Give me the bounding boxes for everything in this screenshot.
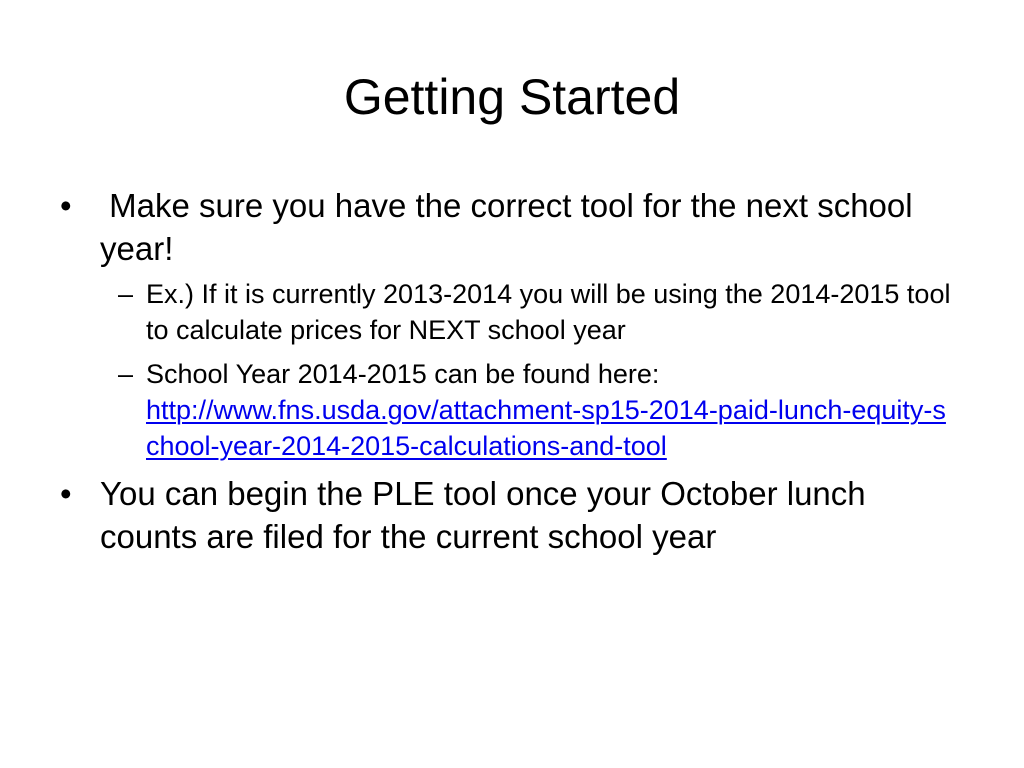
sub-bullet-text: School Year 2014-2015 can be found here: [146,359,667,389]
bullet-text: You can begin the PLE tool once your October lunch counts are filed for the current school year [100,475,866,555]
sub-bullet-item [56,356,956,464]
sub-bullet-text: Ex.) If it is currently 2013-2014 you will be using the 2014-2015 tool to calculate prices for NEXT school year [146,279,951,345]
bullet-dash: – [118,359,134,389]
slide-title: Getting Started [343,69,681,125]
usda-tool-link[interactable]: http://www.fns.usda.gov/attachment-sp15-2014-paid-lunch-equity-school-year-2014-2015-calculations-and-tool [146,395,946,461]
slide-content [56,184,956,564]
bullet-item [56,184,956,270]
bullet-dot: • [60,475,72,512]
bullet-dash: – [118,279,134,309]
bullet-text: Make sure you have the correct tool for the next school year! [100,187,922,267]
bullet-item [56,472,956,558]
bullet-dot: • [60,187,72,224]
sub-bullet-item [56,276,956,348]
